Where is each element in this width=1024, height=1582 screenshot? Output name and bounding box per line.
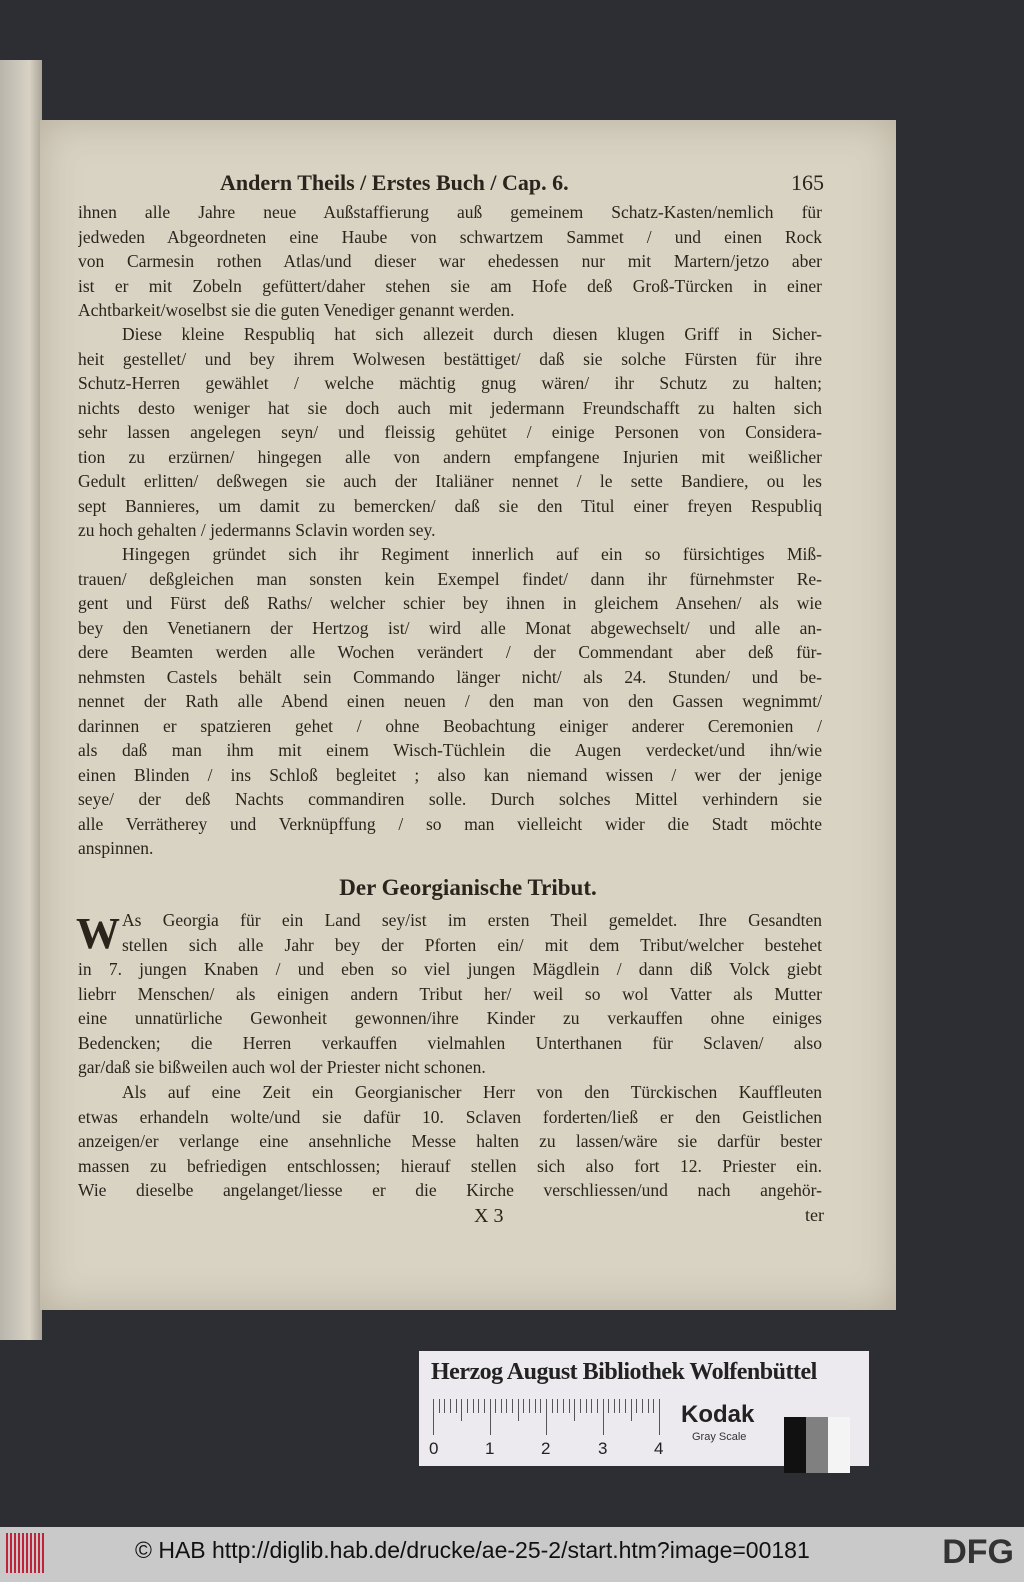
paragraph-2 — [78, 322, 822, 543]
ruler-tick — [484, 1399, 485, 1413]
paragraph-5 — [78, 1080, 822, 1203]
ruler-tick — [461, 1399, 462, 1421]
ruler-tick — [586, 1399, 587, 1413]
library-name: Herzog August Bibliothek Wolfenbüttel — [431, 1359, 817, 1385]
section-heading: Der Georgianische Tribut. — [339, 875, 597, 900]
ruler-tick — [501, 1399, 502, 1413]
ruler-number: 1 — [485, 1439, 495, 1458]
text-line: darinnen er spatzieren gehet / ohne Beobachtung einiger anderer Ceremonien / — [78, 715, 822, 736]
page-number: 165 — [791, 170, 824, 195]
text-line: As Georgia für ein Land sey/ist im ersten Theil gemeldet. Ihre Gesandten — [122, 910, 822, 930]
ruler-tick — [557, 1399, 558, 1413]
text-line: nehmsten Castels behält sein Commando länger nicht/ als 24. Stunden/ und be- — [78, 666, 822, 687]
ruler-tick — [540, 1399, 541, 1413]
ruler-number: 3 — [598, 1439, 608, 1458]
ruler-tick — [642, 1399, 643, 1413]
ruler-tick — [535, 1399, 536, 1413]
text-line: heit gestellet/ und bey ihrem Wolwesen bestättiget/ daß sie solche Fürsten für ihre — [78, 348, 822, 369]
text-line: ihnen alle Jahre neue Außstaffierung auß gemeinem Schatz-Kasten/nemlich für — [78, 202, 822, 222]
ruler-tick — [478, 1399, 479, 1413]
ruler-tick — [648, 1399, 649, 1413]
text-line: seye/ der deß Nachts commandiren solle. Durch solches Mittel verhindern sie — [78, 789, 822, 809]
text-line: Achtbarkeit/woselbst sie die guten Venediger genannt werden. — [78, 300, 515, 320]
hab-logo-icon — [6, 1533, 46, 1573]
text-line: nichts desto weniger hat sie doch auch mit jedermann Freundschafft zu halten sich — [78, 397, 822, 418]
ruler-tick — [574, 1399, 575, 1421]
text-line: Gedult erlitten/ deßwegen sie auch der Italiäner nennet / le sette Bandiere, ou les — [78, 471, 822, 491]
dfg-logo: DFG — [942, 1533, 1014, 1571]
ruler-tick — [659, 1399, 660, 1435]
ruler-tick — [506, 1399, 507, 1413]
text-line: ist er mit Zobeln gefüttert/daher stehen sie am Hofe deß Groß-Türcken in einer — [78, 275, 822, 296]
text-line: liebrr Menschen/ als einigen andern Tribut her/ weil so wol Vatter als Mutter — [78, 983, 822, 1004]
ruler-tick — [444, 1399, 445, 1413]
footer-bar — [0, 1527, 1024, 1582]
ruler-tick — [569, 1399, 570, 1413]
previous-page-edge — [0, 60, 42, 1340]
ruler-tick — [490, 1399, 491, 1435]
text-line: Wie dieselbe angelanget/liesse er die Kirche verschliessen/und nach angehör- — [78, 1180, 822, 1200]
ruler-tick — [529, 1399, 530, 1413]
ruler-tick — [433, 1399, 434, 1435]
paragraph-3 — [78, 542, 822, 861]
text-line: anspinnen. — [78, 838, 154, 858]
kodak-logo: Kodak — [681, 1401, 755, 1428]
ruler-tick — [625, 1399, 626, 1413]
ruler-number: 4 — [654, 1439, 664, 1458]
text-line: in 7. jungen Knaben / und eben so viel jungen Mägdlein / dann diß Volck giebt — [78, 959, 822, 979]
ruler-tick — [439, 1399, 440, 1413]
paragraph-1 — [78, 200, 822, 323]
text-line: bey den Venetianern der Hertzog ist/ wird alle Monat abgewechselt/ und alle an- — [78, 617, 822, 638]
ruler-tick — [473, 1399, 474, 1413]
text-line: Schutz-Herren gewählet / welche mächtig gnug wären/ ihr Schutz zu halten; — [78, 373, 822, 393]
ruler-tick — [653, 1399, 654, 1413]
gray-swatch-white — [828, 1417, 850, 1473]
signature-mark: X 3 — [474, 1205, 504, 1227]
text-line: als daß man ihm mit einem Wisch-Tüchlein die Augen verdecket/und ihn/wie — [78, 740, 822, 760]
ruler-tick — [512, 1399, 513, 1413]
ruler-number: 2 — [541, 1439, 551, 1458]
ruler-tick — [456, 1399, 457, 1413]
text-line: etwas erhandeln wolte/und sie dafür 10. Sclaven forderten/ließ er den Geistlichen — [78, 1106, 822, 1127]
ruler-tick — [636, 1399, 637, 1413]
text-line: alle Verrätherey und Verknüpffung / so man vielleicht wider die Stadt möchte — [78, 813, 822, 834]
ruler-tick — [552, 1399, 553, 1413]
copyright-url[interactable]: © HAB http://diglib.hab.de/drucke/ae-25-2/start.htm?image=00181 — [135, 1537, 810, 1563]
drop-cap: W — [76, 909, 120, 958]
text-line: Als auf eine Zeit ein Georgianischer Herr von den Türckischen Kauffleuten — [122, 1082, 822, 1102]
ruler-number: 0 — [429, 1439, 439, 1458]
text-line: gent und Fürst deß Raths/ welcher schier bey ihnen in gleichem Ansehen/ als wie — [78, 593, 822, 613]
text-line: Bedencken; die Herren verkauffen vielmahlen Unterthanen für Sclaven/ also — [78, 1032, 822, 1053]
text-line: zu hoch gehalten / jedermanns Sclavin worden sey. — [78, 520, 436, 540]
text-line: jedweden Abgeordneten eine Haube von schwartzem Sammet / und einen Rock — [78, 226, 822, 247]
running-head: Andern Theils / Erstes Buch / Cap. 6. — [220, 170, 569, 195]
text-line: tion zu erzürnen/ hingegen alle von andern empfangene Injurien mit weißlicher — [78, 446, 822, 467]
ruler-tick — [523, 1399, 524, 1413]
text-line: Diese kleine Respubliq hat sich allezeit durch diesen klugen Griff in Sicher- — [122, 324, 822, 344]
gray-swatch-mid — [806, 1417, 828, 1473]
ruler-tick — [450, 1399, 451, 1413]
ruler-tick — [608, 1399, 609, 1413]
ruler-tick — [580, 1399, 581, 1413]
gray-scale-label: Gray Scale — [692, 1431, 747, 1443]
ruler-tick — [518, 1399, 519, 1421]
ruler-tick — [603, 1399, 604, 1435]
text-line: sehr lassen angelegen seyn/ und fleissig gehütet / einige Personen von Considera- — [78, 422, 822, 442]
ruler-tick — [631, 1399, 632, 1421]
ruler-tick — [614, 1399, 615, 1413]
text-line: sept Bannieres, um damit zu bemercken/ daß sie den Titul einer freyen Respubliq — [78, 495, 822, 516]
text-line: einen Blinden / ins Schloß begleitet ; also kan niemand wissen / wer der jenige — [78, 764, 822, 785]
ruler-tick — [591, 1399, 592, 1413]
catchword: ter — [805, 1205, 824, 1225]
text-line: anzeigen/er verlange eine ansehnliche Messe halten zu lassen/wäre sie darfür bester — [78, 1131, 822, 1151]
text-line: stellen sich alle Jahr bey der Pforten ein/ mit dem Tribut/welcher bestehet — [122, 934, 822, 955]
book-page — [40, 120, 896, 1310]
text-line: trauen/ deßgleichen man sonsten kein Exempel findet/ dann ihr fürnehmster Re- — [78, 568, 822, 589]
ruler-tick — [546, 1399, 547, 1435]
ruler-tick — [619, 1399, 620, 1413]
ruler-tick — [495, 1399, 496, 1413]
gray-swatch-black — [784, 1417, 806, 1473]
ruler-tick — [563, 1399, 564, 1413]
ruler-tick — [467, 1399, 468, 1413]
ruler-scale — [433, 1399, 663, 1439]
text-line: von Carmesin rothen Atlas/und dieser war ehedessen nur mit Martern/jetzo aber — [78, 251, 822, 271]
text-line: gar/daß sie bißweilen auch wol der Priester nicht schonen. — [78, 1057, 486, 1077]
text-line: massen zu befriedigen entschlossen; hierauf stellen sich also fort 12. Priester ein. — [78, 1155, 822, 1176]
ruler-tick — [597, 1399, 598, 1413]
text-line: eine unnatürliche Gewonheit gewonnen/ihre Kinder zu verkauffen ohne einiges — [78, 1008, 822, 1028]
text-line: dere Beamten werden alle Wochen verändert / der Commendant aber deß für- — [78, 642, 822, 662]
color-calibration-card — [419, 1351, 869, 1466]
text-line: Hingegen gründet sich ihr Regiment innerlich auf ein so fürsichtiges Miß- — [122, 544, 822, 564]
text-line: nennet der Rath alle Abend einen neuen / den man von den Gassen wegnimmt/ — [78, 691, 822, 711]
paragraph-4 — [78, 908, 822, 1080]
